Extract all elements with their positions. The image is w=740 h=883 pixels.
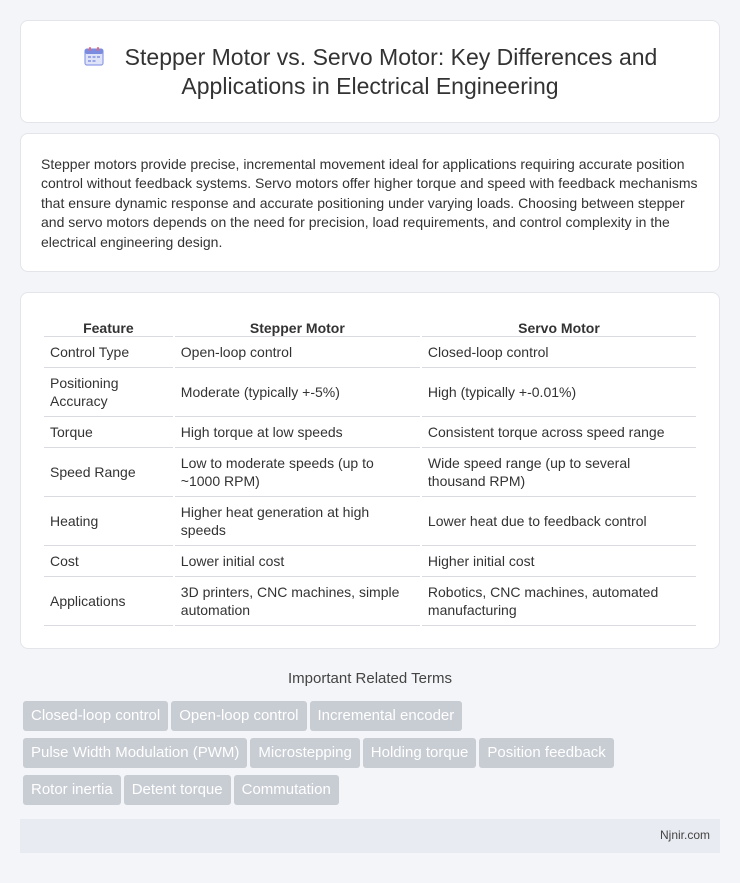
summary-card (20, 133, 720, 272)
table-row (44, 448, 696, 497)
related-terms-list (23, 701, 713, 812)
servo-cell: Consistent torque across speed range (422, 417, 696, 448)
feature-cell: Applications (44, 577, 173, 626)
servo-cell: Closed-loop control (422, 337, 696, 368)
table-row (44, 546, 696, 577)
tag-position-feedback[interactable]: Position feedback (479, 738, 613, 768)
stepper-cell: High torque at low speeds (175, 417, 420, 448)
stepper-cell: Higher heat generation at high speeds (175, 497, 420, 546)
stepper-cell: Lower initial cost (175, 546, 420, 577)
servo-cell: Lower heat due to feedback control (422, 497, 696, 546)
feature-cell: Control Type (44, 337, 173, 368)
header-servo: Servo Motor (422, 315, 696, 337)
footer (20, 819, 720, 853)
page-title (21, 43, 719, 101)
feature-cell: Torque (44, 417, 173, 448)
tag-incremental-encoder[interactable]: Incremental encoder (310, 701, 463, 731)
comparison-card (20, 292, 720, 649)
table-row (44, 577, 696, 626)
table-row (44, 337, 696, 368)
tag-open-loop-control[interactable]: Open-loop control (171, 701, 306, 731)
stepper-cell: Low to moderate speeds (up to ~1000 RPM) (175, 448, 420, 497)
table-row (44, 417, 696, 448)
table-row (44, 368, 696, 417)
header-stepper: Stepper Motor (175, 315, 420, 337)
comparison-table (42, 315, 698, 626)
feature-cell: Cost (44, 546, 173, 577)
tag-rotor-inertia[interactable]: Rotor inertia (23, 775, 121, 805)
tag-pwm[interactable]: Pulse Width Modulation (PWM) (23, 738, 247, 768)
stepper-cell: 3D printers, CNC machines, simple automation (175, 577, 420, 626)
title-card (20, 20, 720, 123)
servo-cell: High (typically +-0.01%) (422, 368, 696, 417)
tag-holding-torque[interactable]: Holding torque (363, 738, 477, 768)
stepper-cell: Open-loop control (175, 337, 420, 368)
table-row (44, 497, 696, 546)
related-terms-title: Important Related Terms (288, 670, 452, 687)
summary-text: Stepper motors provide precise, incremental movement ideal for applications requiring accurate position control without feedback systems. Servo motors offer higher torque and speed with feedback mechanisms that ensure dynamic response and accurate positioning under varying loads. Choosing between stepper and servo motors depends on the need for precision, load requirements, and control complexity in the electrical engineering design. (41, 156, 698, 250)
servo-cell: Higher initial cost (422, 546, 696, 577)
title-line-1: Stepper Motor vs. Servo Motor: Key Differences and (124, 44, 658, 70)
header-feature: Feature (44, 315, 173, 337)
feature-cell: Speed Range (44, 448, 173, 497)
feature-cell: Positioning Accuracy (44, 368, 173, 417)
tag-microstepping[interactable]: Microstepping (250, 738, 359, 768)
feature-cell: Heating (44, 497, 173, 546)
tag-detent-torque[interactable]: Detent torque (124, 775, 231, 805)
footer-site-name[interactable]: Njnir.com (659, 828, 710, 842)
tag-commutation[interactable]: Commutation (234, 775, 339, 805)
servo-cell: Wide speed range (up to several thousand RPM) (422, 448, 696, 497)
title-line-2: Applications in Electrical Engineering (181, 73, 559, 99)
tag-closed-loop-control[interactable]: Closed-loop control (23, 701, 168, 731)
calendar-icon (83, 45, 105, 67)
stepper-cell: Moderate (typically +-5%) (175, 368, 420, 417)
servo-cell: Robotics, CNC machines, automated manufacturing (422, 577, 696, 626)
